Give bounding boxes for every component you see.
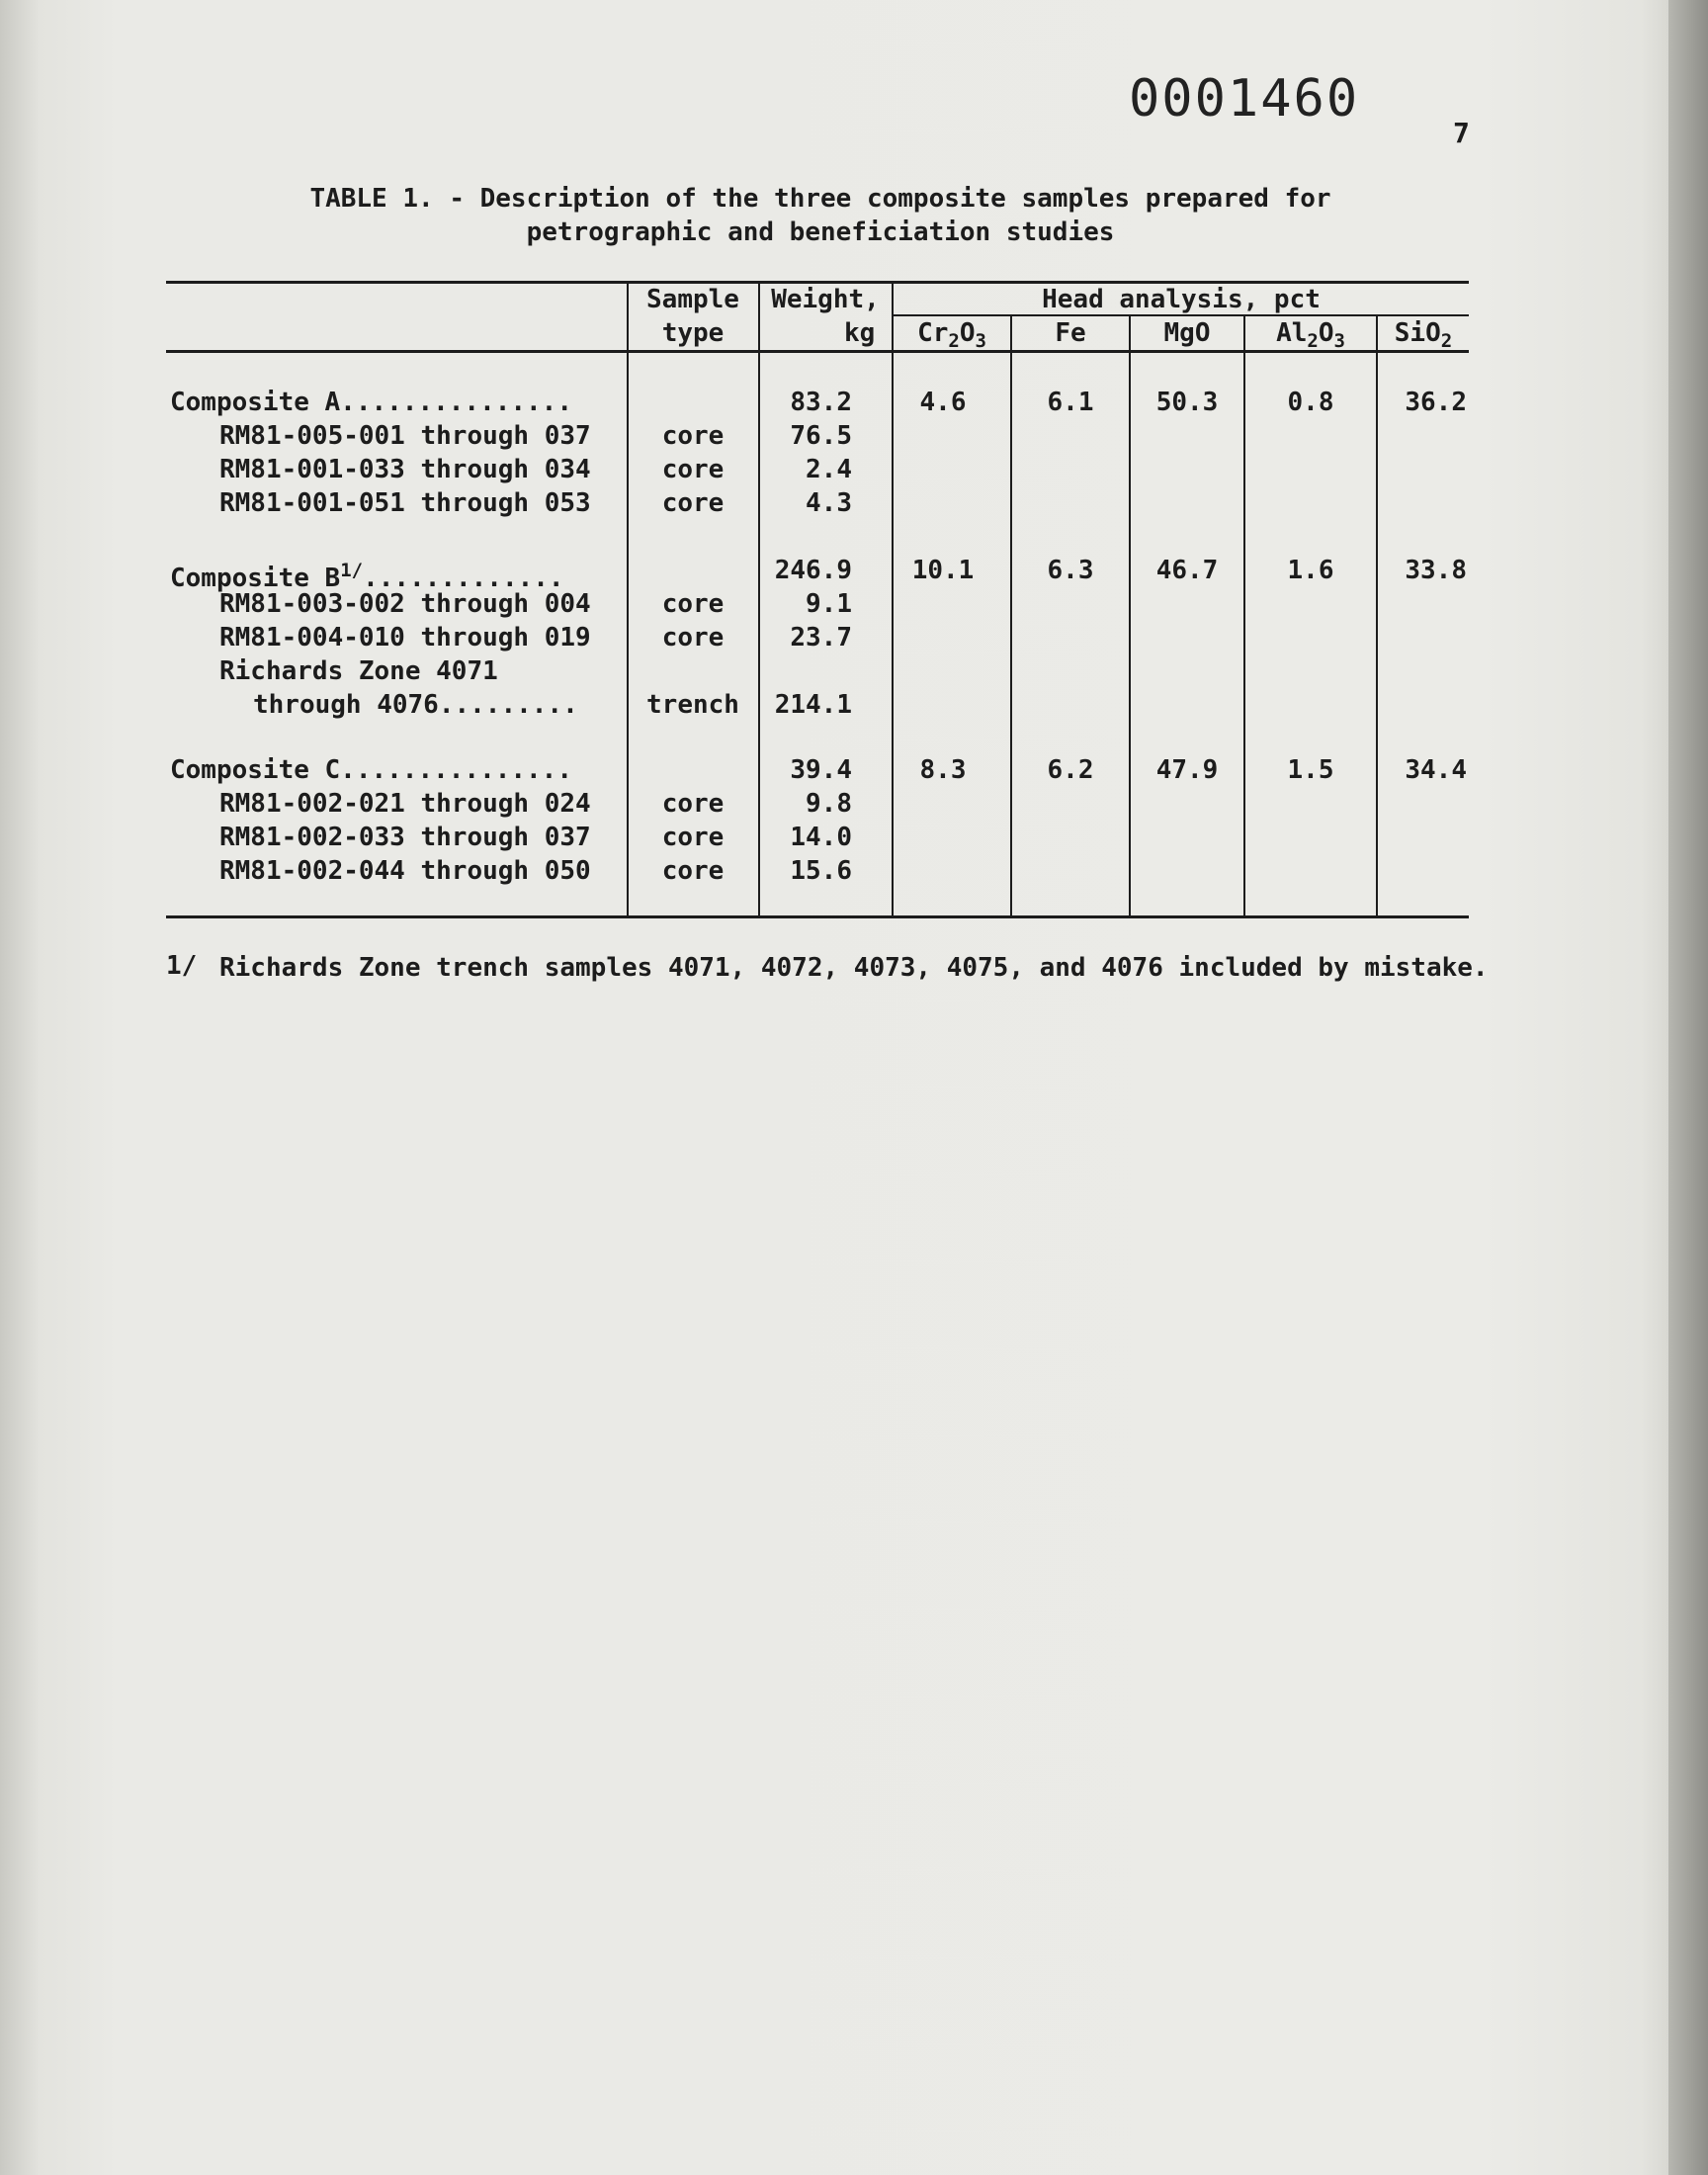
row-label: RM81-004-010 through 019 [219, 623, 591, 652]
cr2o3-cell: 8.3 [919, 755, 967, 785]
fe-cell: 6.3 [1047, 556, 1094, 585]
footnote-marker: 1/ [166, 951, 198, 981]
document-stamp-number: 0001460 [1129, 69, 1360, 129]
footnote-text: Richards Zone trench samples 4071, 4072, 4073, 4075, and 4076 included by mistake. [219, 953, 1489, 983]
title-line-2: petrographic and beneficiation studies [526, 218, 1115, 247]
row-label: RM81-001-033 through 034 [219, 455, 591, 484]
row-label: RM81-002-033 through 037 [219, 823, 591, 852]
weight-cell: 9.8 [806, 789, 852, 819]
al2o3-cell: 0.8 [1287, 388, 1334, 417]
mgo-cell: 46.7 [1155, 556, 1219, 585]
page-edge-shadow [1668, 0, 1708, 2175]
row-label: Richards Zone 4071 [219, 656, 498, 686]
header-fe: Fe [1055, 318, 1086, 348]
cr2o3-cell: 4.6 [919, 388, 967, 417]
weight-cell: 2.4 [806, 455, 852, 484]
row-label: RM81-003-002 through 004 [219, 589, 591, 619]
table-bottom-rule [166, 915, 1469, 918]
row-label: RM81-002-021 through 024 [219, 789, 591, 819]
type-cell: core [661, 823, 725, 852]
row-label: through 4076......... [253, 690, 578, 720]
header-sample-type-line2: type [661, 318, 725, 348]
header-sample-type-line1: Sample [646, 285, 739, 314]
weight-cell: 9.1 [806, 589, 852, 619]
weight-cell: 76.5 [790, 421, 852, 451]
cr2o3-cell: 10.1 [911, 556, 975, 585]
fe-cell: 6.2 [1047, 755, 1094, 785]
fe-cell: 6.1 [1047, 388, 1094, 417]
row-label: RM81-001-051 through 053 [219, 488, 591, 518]
page-number: 7 [1453, 117, 1470, 149]
mgo-cell: 47.9 [1155, 755, 1219, 785]
row-label: Composite $B^{1/}$............. [170, 560, 564, 593]
header-cr2o3: $Cr_2O_3$ [917, 318, 986, 352]
weight-cell: 15.6 [790, 856, 852, 886]
weight-cell: 214.1 [774, 690, 852, 720]
type-cell: core [661, 623, 725, 652]
weight-cell: 39.4 [790, 755, 852, 785]
header-weight-line2: kg [844, 318, 876, 348]
header-mgo: MgO [1163, 318, 1211, 348]
weight-cell: 246.9 [774, 556, 852, 585]
sio2-cell: 33.8 [1405, 556, 1467, 585]
header-al2o3: $Al_2O_3$ [1276, 318, 1345, 352]
table-title [227, 182, 1413, 249]
sio2-cell: 34.4 [1405, 755, 1467, 785]
weight-cell: 23.7 [790, 623, 852, 652]
weight-cell: 4.3 [806, 488, 852, 518]
header-weight-line1: Weight, [771, 285, 880, 314]
type-cell: core [661, 455, 725, 484]
row-label: Composite C............... [170, 755, 572, 785]
type-cell: core [661, 589, 725, 619]
header-head-analysis: Head analysis, pct [1042, 285, 1321, 314]
row-label: RM81-002-044 through 050 [219, 856, 591, 886]
weight-cell: 14.0 [790, 823, 852, 852]
weight-cell: 83.2 [790, 388, 852, 417]
mgo-cell: 50.3 [1155, 388, 1219, 417]
type-cell: core [661, 856, 725, 886]
al2o3-cell: 1.6 [1287, 556, 1334, 585]
header-sio2: SiO$_2$ [1394, 318, 1453, 352]
type-cell: trench [646, 690, 739, 720]
title-line-1: TABLE 1. - Description of the three composite samples prepared for [309, 184, 1331, 214]
type-cell: core [661, 421, 725, 451]
sio2-cell: 36.2 [1405, 388, 1467, 417]
type-cell: core [661, 789, 725, 819]
row-label: RM81-005-001 through 037 [219, 421, 591, 451]
type-cell: core [661, 488, 725, 518]
col-divider [892, 283, 894, 915]
al2o3-cell: 1.5 [1287, 755, 1334, 785]
row-label: Composite A............... [170, 388, 572, 417]
